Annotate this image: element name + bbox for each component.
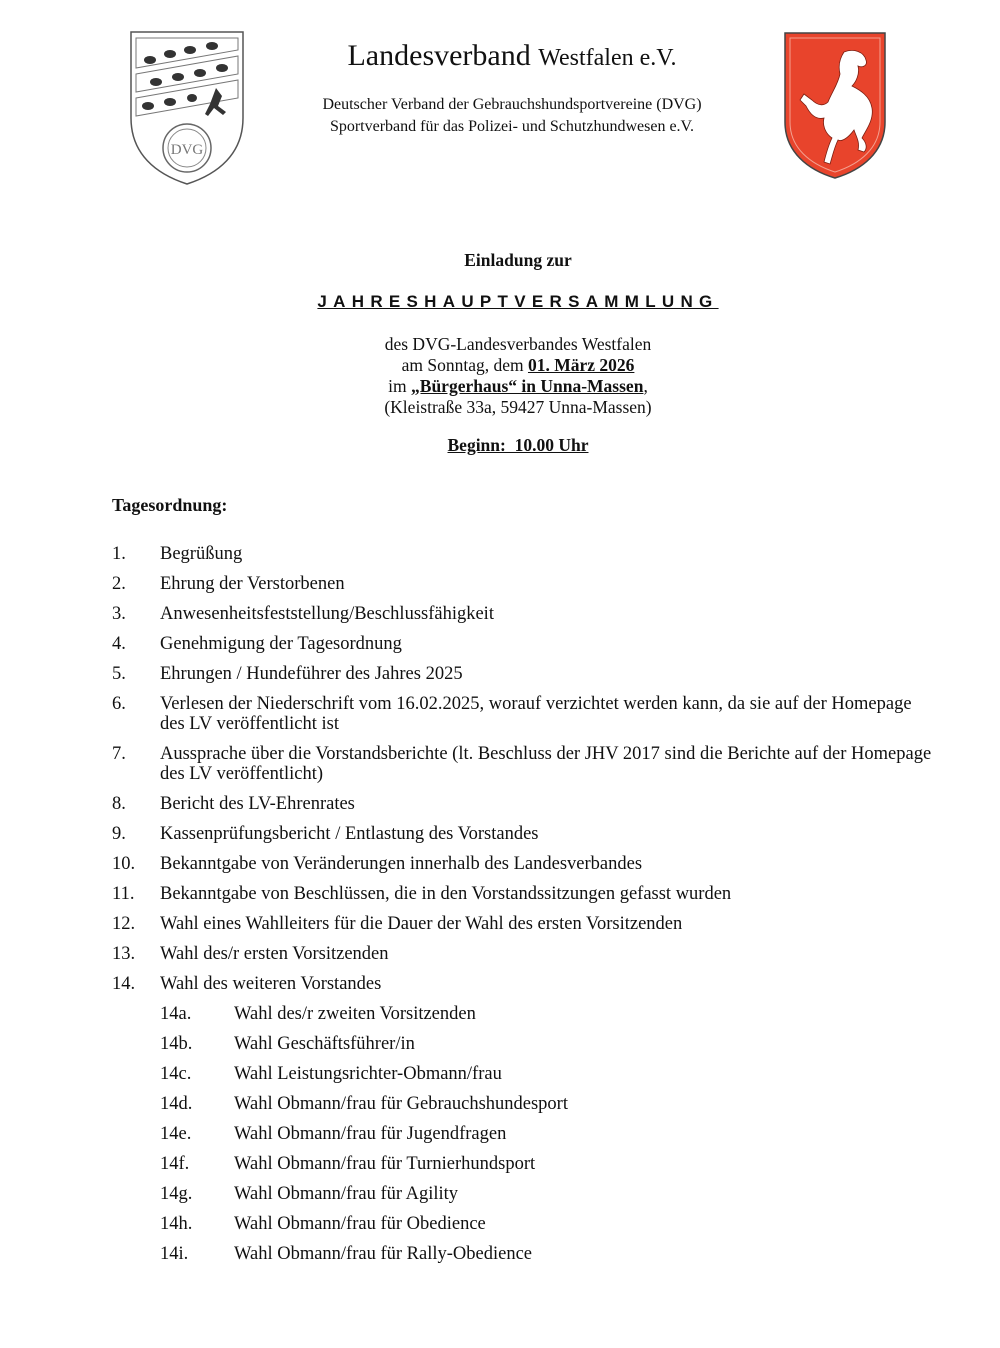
agenda-item: 8. Bericht des LV-Ehrenrates <box>112 794 355 814</box>
agenda-item: 4. Genehmigung der Tagesordnung <box>112 634 402 654</box>
agenda-item: 6. Verlesen der Niederschrift vom 16.02.2025, worauf verzichtet werden kann, da sie auf der Homepage des LV veröffentlicht ist <box>112 694 912 734</box>
agenda-item: 10. Bekanntgabe von Veränderungen innerhalb des Landesverbandes <box>112 854 643 874</box>
invitation-venue-prefix: im <box>388 376 412 396</box>
invitation-intro: Einladung zur <box>464 250 572 270</box>
agenda-item: 5. Ehrungen / Hundeführer des Jahres 2025 <box>112 664 463 684</box>
agenda-subitem: 14g. Wahl Obmann/frau für Agility <box>160 1184 459 1204</box>
agenda-subitem: 14a. Wahl des/r zweiten Vorsitzenden <box>160 1004 476 1024</box>
agenda-subitem: 14d. Wahl Obmann/frau für Gebrauchshundesport <box>160 1094 568 1114</box>
invitation-date: 01. März 2026 <box>527 355 635 375</box>
agenda-item: 13. Wahl des/r ersten Vorsitzenden <box>112 944 389 964</box>
org-title-rest: Westfalen e.V. <box>538 45 677 71</box>
org-title-main: Landesverband <box>347 39 531 72</box>
invitation-address: (Kleistraße 33a, 59427 Unna-Massen) <box>384 397 652 417</box>
invitation-line2 <box>0 355 1000 376</box>
event-title-wrap <box>0 291 1000 312</box>
agenda-item: 9. Kassenprüfungsbericht / Entlastung des Vorstandes <box>112 824 539 844</box>
event-title: JAHRESHAUPTVERSAMMLUNG <box>317 292 719 311</box>
agenda-item: 11. Bekanntgabe von Beschlüssen, die in den Vorstandssitzungen gefasst wurden <box>112 884 732 904</box>
invitation-venue: „Bürgerhaus“ in Unna-Massen <box>411 376 644 396</box>
invitation-venue-suffix: , <box>643 376 648 396</box>
agenda-subitem: 14i. Wahl Obmann/frau für Rally-Obedience <box>160 1244 532 1264</box>
org-subtitle-line2: Sportverband für das Polizei- und Schutzhundwesen e.V. <box>329 118 695 135</box>
invitation-date-prefix: am Sonntag, dem <box>401 355 528 375</box>
westfalen-horse-crest-logo <box>782 30 888 180</box>
agenda-subitem: 14b. Wahl Geschäftsführer/in <box>160 1034 415 1054</box>
org-subtitle-line1: Deutscher Verband der Gebrauchshundsportvereine (DVG) <box>322 96 702 113</box>
agenda-item: 14. Wahl des weiteren Vorstandes <box>112 974 382 994</box>
agenda-item: 7. Aussprache über die Vorstandsberichte (lt. Beschluss der JHV 2017 sind die Berichte auf der Homepage des LV veröffentlicht) <box>112 744 932 784</box>
crest-lettering: DVG <box>170 142 204 158</box>
agenda-subitem: 14h. Wahl Obmann/frau für Obedience <box>160 1214 486 1234</box>
agenda-subitem: 14c. Wahl Leistungsrichter-Obmann/frau <box>160 1064 502 1084</box>
agenda-list <box>112 544 932 1274</box>
agenda-item: 2. Ehrung der Verstorbenen <box>112 574 345 594</box>
agenda-item: 1. Begrüßung <box>112 544 243 564</box>
agenda-item: 12. Wahl eines Wahlleiters für die Dauer der Wahl des ersten Vorsitzenden <box>112 914 683 934</box>
invitation-line3 <box>0 376 1000 397</box>
agenda-heading: Tagesordnung: <box>112 495 228 515</box>
invitation-line1: des DVG-Landesverbandes Westfalen <box>384 334 652 354</box>
agenda-subitem: 14f. Wahl Obmann/frau für Turnierhundsport <box>160 1154 536 1174</box>
agenda-item: 3. Anwesenheitsfeststellung/Beschlussfähigkeit <box>112 604 494 624</box>
start-time: Beginn: 10.00 Uhr <box>447 435 589 455</box>
start-time-wrap <box>0 435 1000 456</box>
agenda-subitem: 14e. Wahl Obmann/frau für Jugendfragen <box>160 1124 507 1144</box>
